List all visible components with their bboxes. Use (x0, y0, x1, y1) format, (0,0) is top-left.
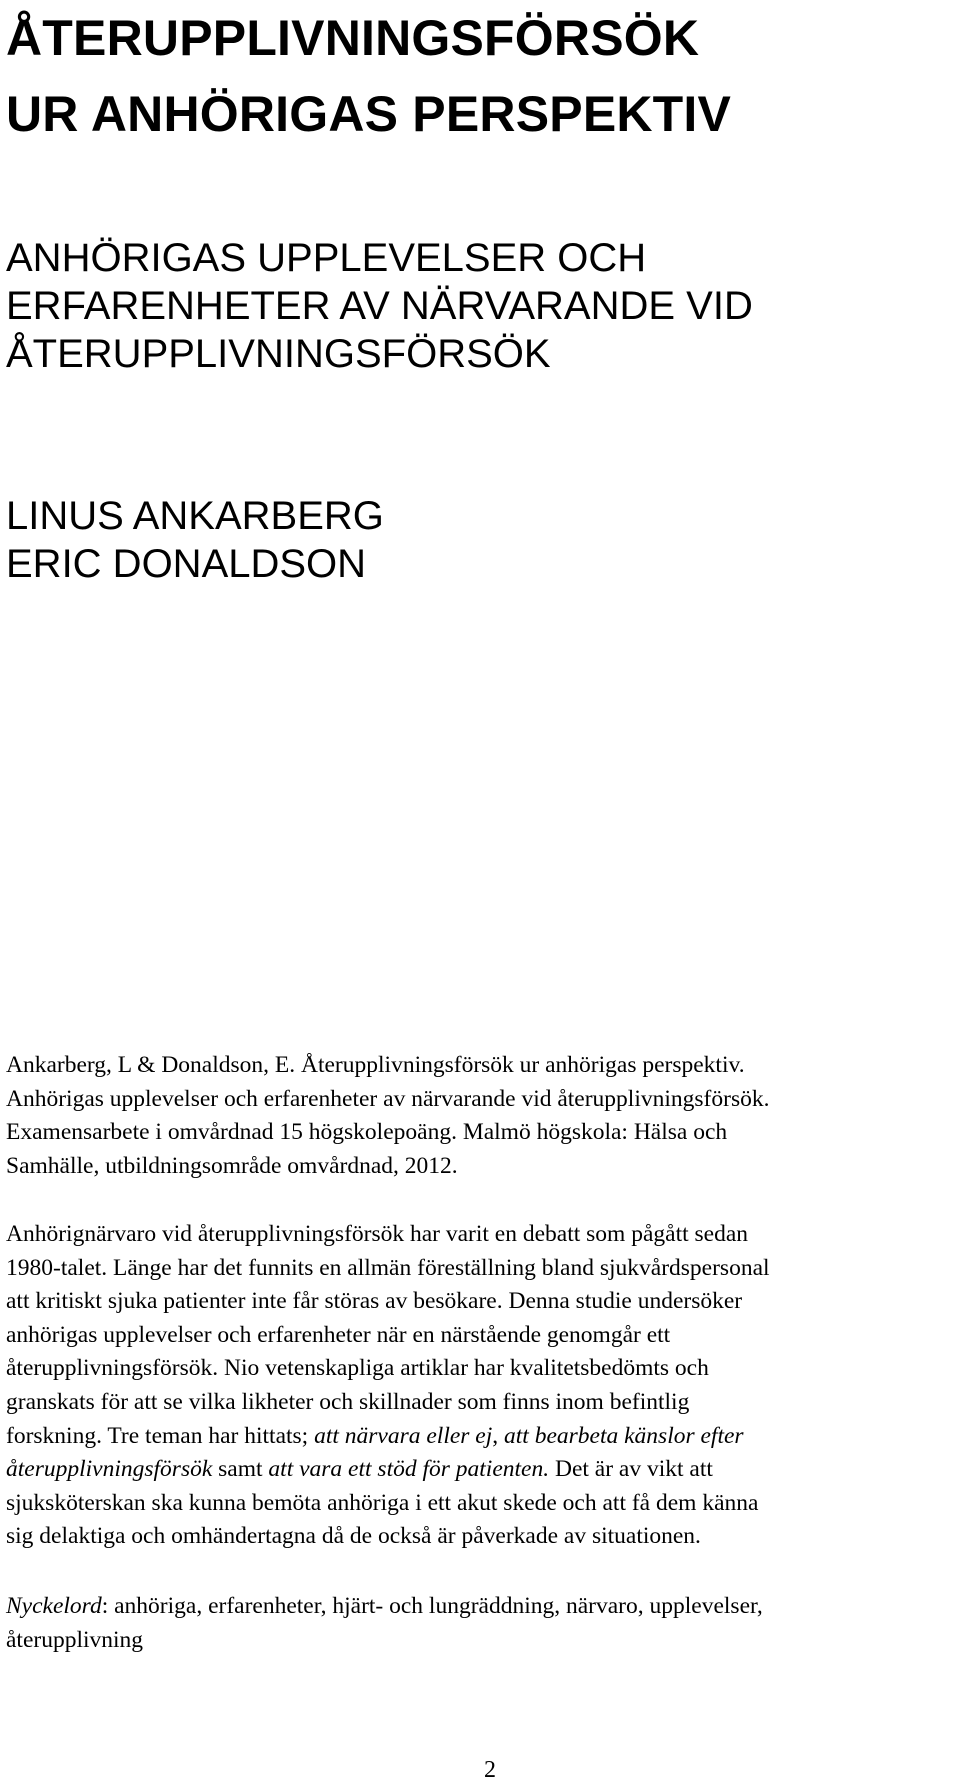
abstract-line: sjuksköterskan ska kunna bemöta anhöriga i ett akut skede och att få dem känna (6, 1489, 759, 1516)
document-subtitle (6, 234, 956, 378)
abstract-line-themes (6, 1453, 956, 1487)
abstract-line: att kritiskt sjuka patienter inte får störas av besökare. Denna studie undersöker (6, 1288, 743, 1315)
keywords-line: återupplivning (6, 1626, 144, 1653)
keywords-label: Nyckelord (6, 1593, 102, 1619)
abstract-paragraph (6, 1218, 956, 1554)
abstract-line: Anhörignärvaro vid återupplivningsförsök har varit en debatt som pågått sedan (6, 1221, 749, 1247)
abstract-line-themes (6, 1420, 956, 1454)
theme-name: att vara ett stöd för patienten. (268, 1456, 550, 1483)
title-line: UR ANHÖRIGAS PERSPEKTIV (6, 86, 732, 142)
subtitle-line: ÅTERUPPLIVNINGSFÖRSÖK (6, 332, 551, 376)
reference-line: Anhörigas upplevelser och erfarenheter av närvarande vid återupplivningsförsök. (6, 1085, 770, 1112)
abstract-line: anhörigas upplevelser och erfarenheter när en närstående genomgår ett (6, 1321, 671, 1348)
theme-name: att bearbeta känslor efter (504, 1422, 744, 1449)
abstract-line: 1980-talet. Länge har det funnits en allmän föreställning bland sjukvårdspersonal (6, 1254, 770, 1281)
theme-name: återupplivningsförsök (6, 1456, 213, 1483)
reference-line: Ankarberg, L & Donaldson, E. Återupplivningsförsök ur anhörigas perspektiv. (6, 1052, 745, 1078)
abstract-text: samt (212, 1456, 269, 1483)
abstract-text: forskning. Tre teman har hittats; (6, 1422, 315, 1449)
abstract-text: , (492, 1422, 505, 1449)
keywords-text: : anhöriga, erfarenheter, hjärt- och lungräddning, närvaro, upplevelser, (101, 1593, 763, 1619)
author-list (6, 492, 956, 588)
abstract-text: Det är av vikt att (549, 1456, 713, 1483)
document-title (6, 0, 956, 152)
reference-line: Examensarbete i omvårdnad 15 högskolepoäng. Malmö högskola: Hälsa och (6, 1119, 728, 1145)
citation-reference (6, 1049, 956, 1183)
author-name: ERIC DONALDSON (6, 542, 367, 586)
page-number: 2 (484, 1757, 496, 1783)
author-name: LINUS ANKARBERG (6, 494, 384, 538)
keywords-line (6, 1590, 956, 1624)
abstract-line: sig delaktiga och omhändertagna då de också är påverkade av situationen. (6, 1523, 701, 1550)
subtitle-line: ERFARENHETER AV NÄRVARANDE VID (6, 284, 753, 328)
title-line: ÅTERUPPLIVNINGSFÖRSÖK (6, 10, 700, 66)
theme-name: att närvara eller ej (314, 1422, 493, 1449)
keywords-section (6, 1590, 956, 1657)
reference-line: Samhälle, utbildningsområde omvårdnad, 2012. (6, 1152, 458, 1179)
abstract-line: granskats för att se vilka likheter och skillnader som finns inom befintlig (6, 1388, 690, 1415)
abstract-line: återupplivningsförsök. Nio vetenskapliga artiklar har kvalitetsbedömts och (6, 1355, 709, 1382)
subtitle-line: ANHÖRIGAS UPPLEVELSER OCH (6, 236, 647, 280)
